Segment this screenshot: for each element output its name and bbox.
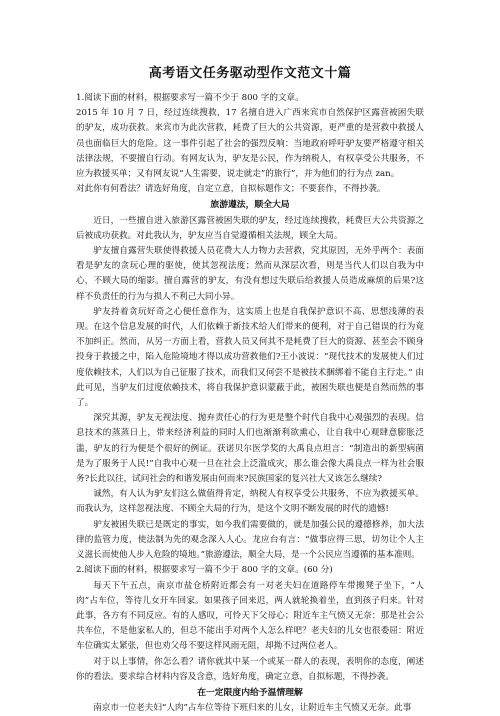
- q1-essay-paragraph: 诚然，有人认为驴友们这么做值得肯定，纳税人有权享受公共服务，不应为救援买单。而我认为，这样忽视法度、不顾全大局的行为，是这个文明不断发展的时代的遗憾!: [76, 489, 424, 515]
- q1-essay-paragraph: 驴友持着贪玩好奇之心便任意作为，这实质上也是自我保护意识不高、思想浅薄的表现。在这个信息发展的时代，人们依赖于新技术给人们带来的便利，对于自己错误的行为竟不加纠正。然而，从另一方面上看，营救人员又何其不是耗费了巨大的资源、甚至会不顾身投身于救援之中，陷入危险境地才得以成功营救他们?王小波说：“现代技术的发展使人们过度依赖技术，人们以为自己征服了技术，而我们又何尝不是被技术捆绑着不能自主行走。” 由此可见，当驴友们过度依赖技术，将自我保护意识蒙蔽于此，被困失联也便是自然而然的事了。: [76, 306, 424, 409]
- q2-requirement: 对于以上事情，你怎么看？请你就其中某一个或某一群人的表现，表明你的态度，阐述你的看法。要求综合材料内容及含意，选好角度，确定立意，自拟标题，不得抄袭。: [76, 656, 424, 682]
- q1-essay-paragraph: 驴友擅自露营失联使得救援人员花费大人力物力去营救，究其原因，无外乎两个：表面看是驴友的贪玩心理的驱使，使其忽视法度；然而从深层次看，则是当代人们以自我为中心，不顾大局的缩影。擅自露营的驴友，有没有想过失联后给救援人员造成麻烦的后果?这样不负责任的行为与损人不利己大同小异。: [76, 246, 424, 302]
- q1-essay-paragraph: 深究其源，驴友无视法度、抛弃责任心的行为更是整个时代自我中心观强烈的表现。信息技术的蒸蒸日上，带来经济利益的同时人们也渐渐利欲熏心，让自我中心观肆意膨胀泛滥，驴友的行为便是个很好的例证。获诺贝尔医学奖的大禹良点坦言：“制造出的新型病菌是为了服务于人民!”自我中心观一旦在社会上泛滥成灾，那么谁会像大禹良点一样为社会服务?长此以往，试问社会的和谐发展由何而来?民族国家的复兴社大又该怎么继续?: [76, 413, 424, 485]
- q2-essay-first-line: 南京市一位老夫妇“人肉”占车位等待下班归来的儿女，让附近车主气愤又无奈。此事: [93, 703, 412, 714]
- q1-essay-paragraph: 近日，一些擅自进入旅游区露营被困失联的驴友，经过连续搜救，耗费巨大公共资源之后被成功获救。对此我认为，驴友应当自觉遵循相关法规，顾全大局。: [76, 215, 424, 241]
- q1-essay-paragraph: 驴友被困失联已是既定的事实，如今我们需要做的，就是加强公民的遵德修养，加大法律的监管力度，使法制为先的观念深入人心。龙应台有言：“做事应得三思，切勿让个人主义滋长而使他人步入危险的境地。”旅游遵法，顺全大局，是一个公民应当遵循的基本准则。: [76, 519, 424, 561]
- q2-material: 每天下午五点，南京市盐仓桥附近都会有一对老夫妇在道路停车带搬凳子坐下，“人肉”占车位，等待儿女开车回家。如果孩子回来迟，两人就轮换着坐，直到孩子归来。针对此事，各方有不同反应。有的人感叹，可怜天下父母心；附近车主气愤又无奈：那是社会公共车位，不是他家私人的，但总不能出手对两个人怎么样吧？老夫妇的儿女也很委屈：附近车位确实太紧张，但也劝父母不要这样风雨无阻，却拗不过两位老人。: [76, 580, 424, 652]
- q2-heading: 2.阅读下面的材料，根据要求写一篇不少于 800 字的文章。(60 分): [76, 565, 333, 576]
- q1-essay-title: 旅游遵法，顺全大局: [210, 200, 290, 211]
- q1-material: 2015 年 10 月 7 日，经过连续搜救，17 名擅自进入广西来宾市自然保护区露营被困失联的驴友，成功获救。来宾市为此次营救，耗费了巨大的公共资源，更严重的是营救中救援人员也面临巨大的危险。这一事件引起了社会的强烈反响：当地政府呼吁驴友要严格遵守相关法律法规，不要擅自行动。有网友认为，驴友是公民，作为纳税人，有权享受公共服务，不应为救援买单；又有网友说“人生需要，说走就走”的旅行”，并为他们的行为点 zan。: [76, 108, 424, 180]
- q1-requirement: 对此你有何看法？请选好角度，自定立意，自拟标题作文；不要套作，不得抄袭。: [76, 184, 386, 195]
- q2-essay-title: 在一定限度内给予温情理解: [197, 687, 303, 698]
- q1-heading: 1.阅读下面的材料，根据要求写一篇不少于 800 字的文章。: [76, 93, 304, 103]
- document-title: 高考语文任务驱动型作文范文十篇: [148, 66, 352, 81]
